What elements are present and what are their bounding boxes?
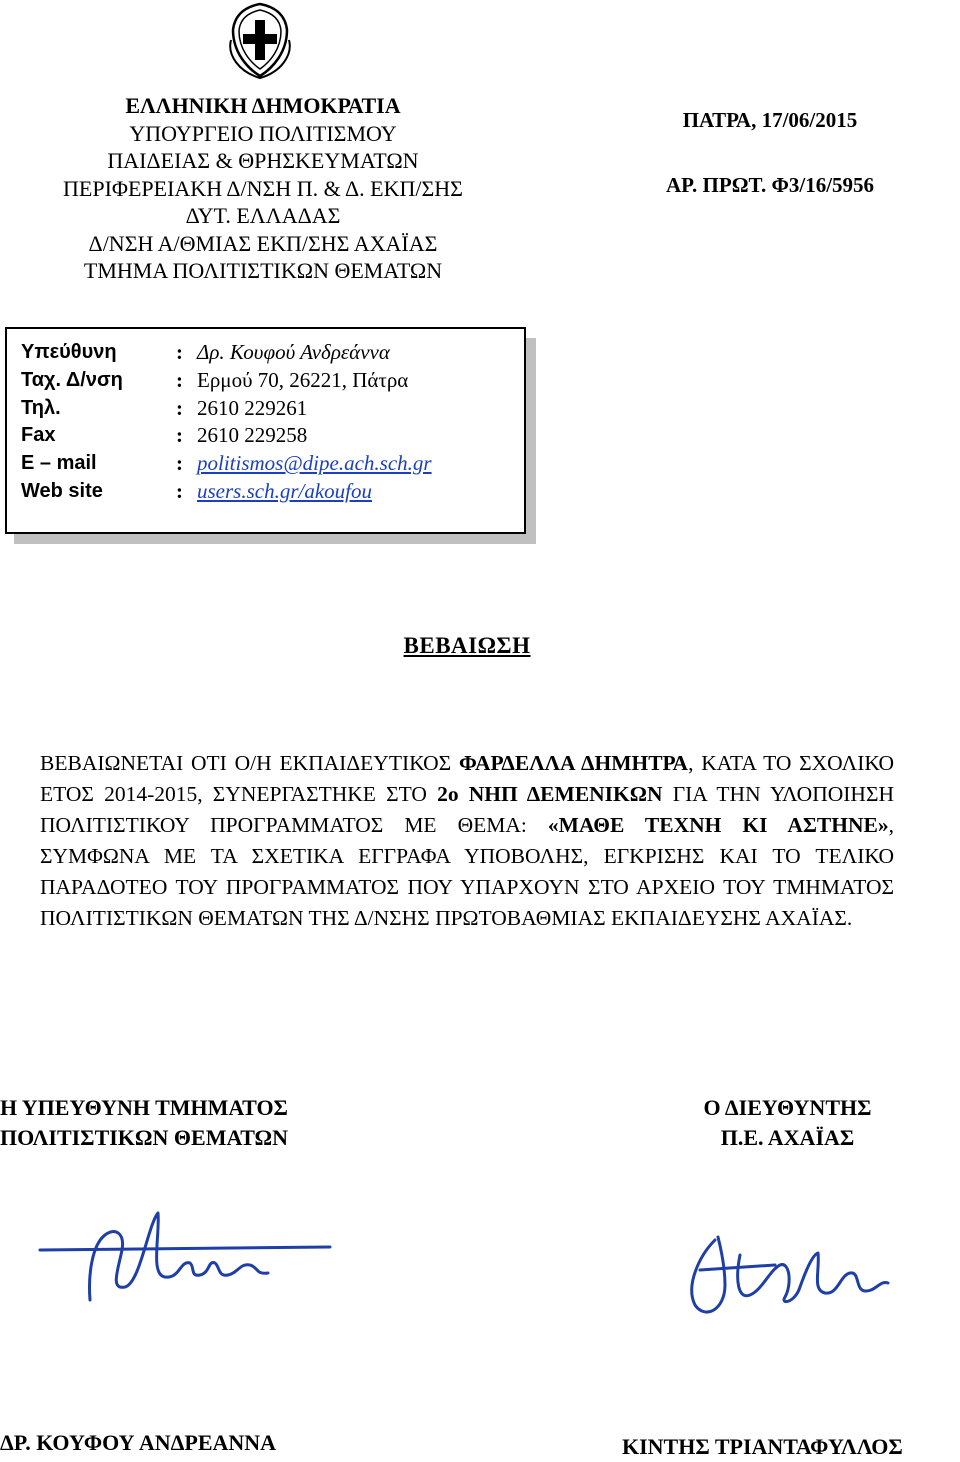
- signatory-title-line: Η ΥΠΕΥΘΥΝΗ ΤΜΗΜΑΤΟΣ: [0, 1095, 288, 1120]
- place-date: ΠΑΤΡΑ, 17/06/2015: [682, 108, 858, 132]
- contact-colon: :: [176, 368, 183, 392]
- body-text: ΒΕΒΑΙΩΝΕΤΑΙ ΟΤΙ Ο/Η ΕΚΠΑΙΔΕΥΤΙΚΟΣ: [40, 751, 459, 775]
- contact-colon: :: [176, 396, 183, 420]
- contact-colon: :: [176, 479, 183, 503]
- issuer-line: ΔΥΤ. ΕΛΛΑΔΑΣ: [185, 203, 341, 228]
- signatory-title-line: Ο ΔΙΕΥΘΥΝΤΗΣ: [703, 1095, 872, 1120]
- contact-label: E – mail: [21, 452, 97, 474]
- left-signature-icon: [30, 1205, 350, 1315]
- website-link[interactable]: users.sch.gr/akoufou: [197, 479, 372, 503]
- protocol-number: ΑΡ. ΠΡΩΤ. Φ3/16/5956: [665, 173, 875, 197]
- contact-colon: :: [176, 340, 183, 364]
- program-theme: «ΜΑΘΕ ΤΕΧΝΗ ΚΙ ΑΣΤΗΝΕ»: [547, 813, 889, 837]
- contact-label: Web site: [21, 480, 103, 502]
- issuer-line: ΕΛΛΗΝΙΚΗ ΔΗΜΟΚΡΑΤΙΑ: [125, 93, 401, 118]
- greek-coat-of-arms-icon: [225, 0, 295, 80]
- contact-label: Ταχ. Δ/νση: [21, 369, 123, 391]
- issuer-line: ΠΑΙΔΕΙΑΣ & ΘΡΗΣΚΕΥΜΑΤΩΝ: [107, 148, 419, 173]
- contact-box: [5, 327, 526, 534]
- issuer-line: ΥΠΟΥΡΓΕΙΟ ΠΟΛΙΤΙΣΜΟΥ: [129, 120, 397, 146]
- right-signature-icon: [680, 1225, 895, 1325]
- signatory-title-line: ΠΟΛΙΤΙΣΤΙΚΩΝ ΘΕΜΑΤΩΝ: [0, 1125, 288, 1150]
- contact-colon: :: [176, 423, 183, 447]
- contact-value: 2610 229258: [197, 423, 308, 447]
- right-signatory-name: ΚΙΝΤΗΣ ΤΡΙΑΝΤΑΦΥΛΛΟΣ: [622, 1434, 903, 1459]
- body-text: ΓΙΑ ΤΗΝ ΥΛΟΠΟΙΗΣΗ ΠΟΛΙΤΙΣΤΙΚΟΥ ΠΡΟΓΡΑΜΜΑΤΟΣ ΜΕ ΘΕΜΑ:: [40, 782, 894, 837]
- contact-label: Τηλ.: [21, 397, 61, 419]
- certificate-body: [40, 748, 894, 934]
- teacher-name: ΦΑΡΔΕΛΛΑ ΔΗΜΗΤΡΑ: [458, 751, 689, 775]
- signatory-title-line: Π.Ε. ΑΧΑΪΑΣ: [720, 1125, 855, 1150]
- issuer-line: Δ/ΝΣΗ Α/ΘΜΙΑΣ ΕΚΠ/ΣΗΣ ΑΧΑΪΑΣ: [88, 230, 438, 256]
- body-text: , ΣΥΜΦΩΝΑ ΜΕ ΤΑ ΣΧΕΤΙΚΑ ΕΓΓΡΑΦΑ ΥΠΟΒΟΛΗΣ, ΕΓΚΡΙΣΗΣ ΚΑΙ ΤΟ ΤΕΛΙΚΟ ΠΑΡΑΔΟΤΕΟ ΤΟΥ ΠΡΟΓΡΑΜΜΑΤΟΣ ΠΟΥ ΥΠΑΡΧΟΥΝ ΣΤΟ ΑΡΧΕΙΟ ΤΟΥ ΤΜΗΜΑΤΟΣ ΠΟΛΙΤΙΣΤΙΚΩΝ ΘΕΜΑΤΩΝ ΤΗΣ Δ/ΝΣΗΣ ΠΡΩΤΟΒΑΘΜΙΑΣ ΕΚΠΑΙΔΕΥΣΗΣ ΑΧΑΪΑΣ.: [40, 813, 894, 930]
- body-text: , ΚΑΤΑ ΤΟ ΣΧΟΛΙΚΟ ΕΤΟΣ 2014-2015, ΣΥΝΕΡΓΑΣΤΗΚΕ ΣΤΟ: [40, 751, 894, 806]
- school-name: 2ο ΝΗΠ ΔΕΜΕΝΙΚΩΝ: [437, 782, 663, 806]
- left-signatory-name: ΔΡ. ΚΟΥΦΟΥ ΑΝΔΡΕΑΝΝΑ: [0, 1430, 277, 1455]
- contact-value: Ερμού 70, 26221, Πάτρα: [197, 368, 409, 392]
- email-link[interactable]: politismos@dipe.ach.sch.gr: [197, 451, 432, 475]
- contact-value: Δρ. Κουφού Ανδρεάννα: [197, 340, 390, 364]
- contact-value: 2610 229261: [197, 396, 308, 420]
- right-signatory-title: [660, 1093, 915, 1153]
- left-signatory-title: [0, 1093, 345, 1153]
- contact-label: Fax: [21, 424, 56, 446]
- document-title: ΒΕΒΑΙΩΣΗ: [403, 633, 531, 658]
- contact-label: Υπεύθυνη: [21, 341, 117, 363]
- contact-colon: :: [176, 451, 183, 475]
- date-protocol-block: [640, 104, 900, 201]
- issuer-line: ΠΕΡΙΦΕΡΕΙΑΚΗ Δ/ΝΣΗ Π. & Δ. ΕΚΠ/ΣΗΣ: [63, 175, 463, 201]
- issuer-line: ΤΜΗΜΑ ΠΟΛΙΤΙΣΤΙΚΩΝ ΘΕΜΑΤΩΝ: [83, 258, 443, 283]
- issuer-block: [28, 92, 498, 285]
